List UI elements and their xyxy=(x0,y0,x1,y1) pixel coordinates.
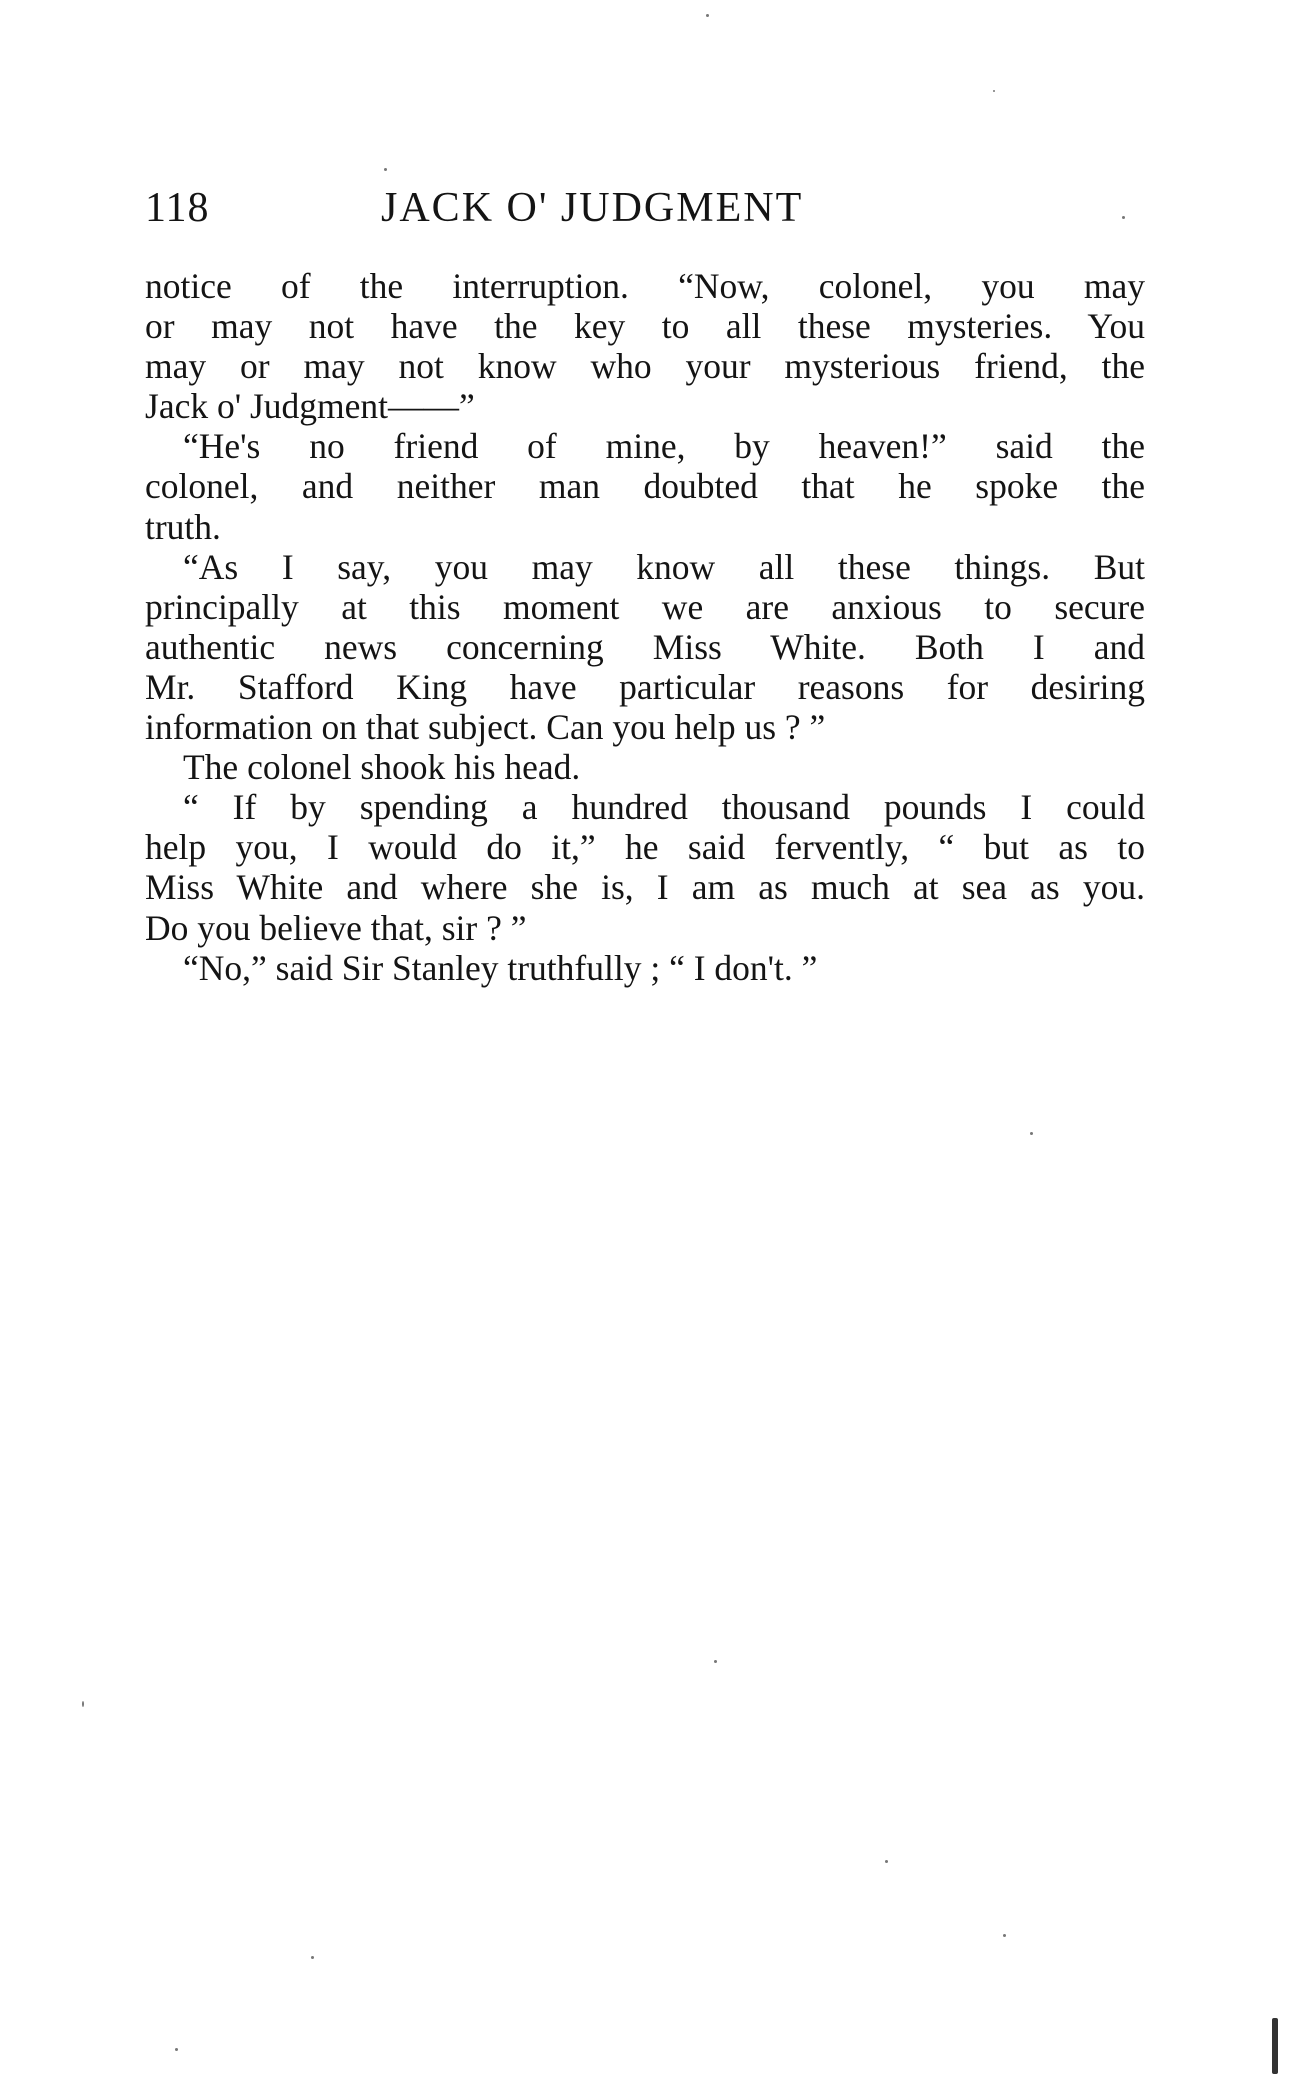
text-line: principally at this moment we are anxious to secure xyxy=(145,586,1145,627)
text-line: notice of the interruption. “Now, colonel, you may xyxy=(145,266,1145,306)
scan-speck xyxy=(706,14,709,17)
scan-speck xyxy=(1030,1132,1033,1135)
scan-speck xyxy=(714,1660,717,1663)
text-line: “He's no friend of mine, by heaven!” said the xyxy=(183,426,1145,467)
scan-speck xyxy=(311,1956,314,1959)
text-line: or may not have the key to all these mysteries. You xyxy=(145,306,1145,347)
page-edge-mark xyxy=(1272,2018,1278,2074)
text-line: Mr. Stafford King have particular reasons for desiring xyxy=(145,666,1145,707)
text-line: Miss White and where she is, I am as much at sea as you. xyxy=(145,867,1145,908)
text-line: The colonel shook his head. xyxy=(183,747,581,788)
running-title: JACK O' JUDGMENT xyxy=(381,185,804,231)
text-line: information on that subject. Can you help us ? ” xyxy=(145,707,826,748)
text-line: “No,” said Sir Stanley truthfully ; “ I don't. ” xyxy=(183,947,818,988)
scan-speck xyxy=(82,1701,84,1707)
body-text xyxy=(145,266,1145,988)
scan-speck xyxy=(885,1860,888,1863)
text-line: help you, I would do it,” he said fervently, “ but as to xyxy=(145,827,1145,868)
text-line: truth. xyxy=(145,506,221,547)
text-line: authentic news concerning Miss White. Both I and xyxy=(145,626,1145,667)
scan-speck xyxy=(993,90,995,92)
scan-speck xyxy=(1122,216,1125,219)
text-line: “ If by spending a hundred thousand pounds I could xyxy=(183,787,1145,828)
scan-speck xyxy=(384,168,387,171)
text-line: “As I say, you may know all these things. But xyxy=(183,546,1145,587)
text-line: Do you believe that, sir ? ” xyxy=(145,907,527,948)
page-number: 118 xyxy=(145,185,210,231)
page-header xyxy=(145,178,1145,238)
scan-speck xyxy=(175,2048,178,2051)
scan-speck xyxy=(1003,1934,1006,1937)
text-line: colonel, and neither man doubted that he spoke the xyxy=(145,466,1145,507)
text-line: Jack o' Judgment——” xyxy=(145,386,475,427)
text-line: may or may not know who your mysterious friend, the xyxy=(145,346,1145,387)
